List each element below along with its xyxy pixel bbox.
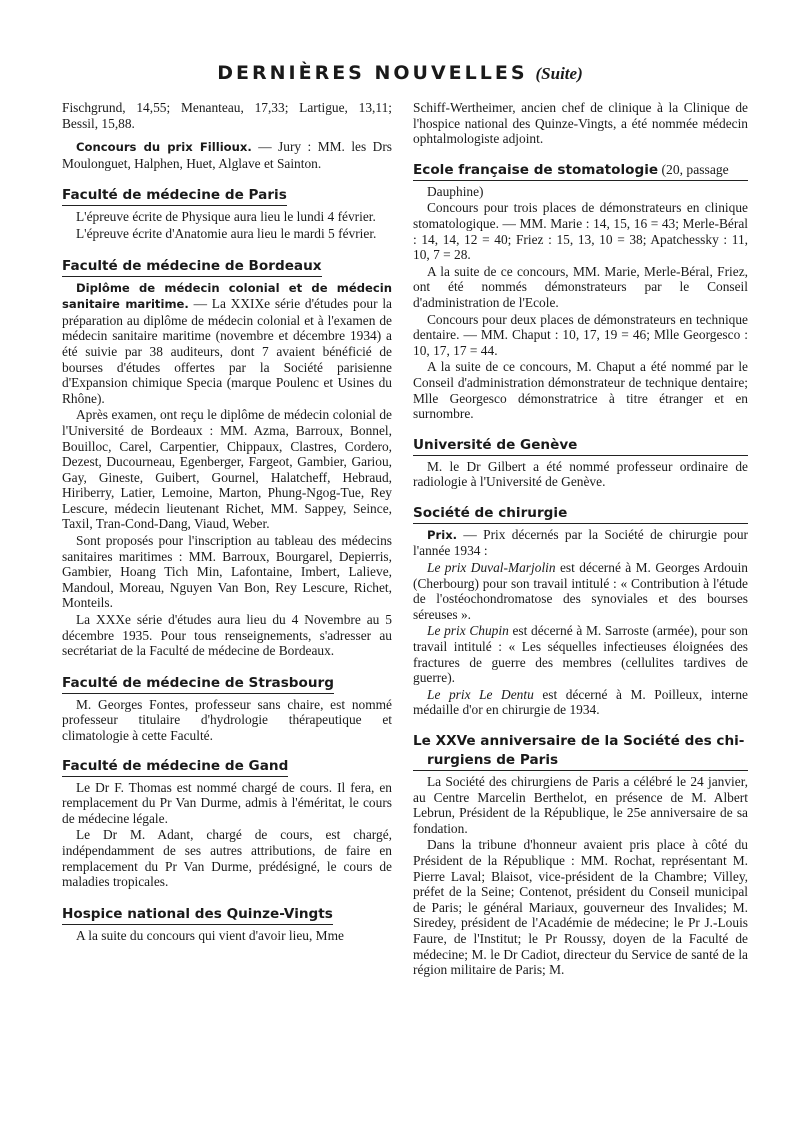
stomato-paragraph-1: Concours pour trois places de démonstrateurs en clinique stomatologique. — MM. Marie : 14, 15, 16 = 43; Merle-Béral : 14, 14, 12 = 40; Friez : 15, 13, 10 = 38; Apatchessky : 11, 10, 7 = 28. bbox=[413, 200, 748, 263]
bordeaux-paragraph-1 bbox=[62, 280, 392, 407]
heading-stomatologie-title: Ecole française de stomatologie bbox=[413, 161, 659, 178]
heading-chirurgie: Société de chirurgie bbox=[413, 504, 748, 524]
gand-paragraph-2: Le Dr M. Adant, chargé de cours, est chargé, indépendamment de ses autres attributions, de faire en remplacement du Pr Van Durme, prédésigné, le cours de maladies tropicales. bbox=[62, 827, 392, 890]
heading-paris: Faculté de médecine de Paris bbox=[62, 186, 287, 206]
chirurgie-text-1: — Prix décernés par la Société de chirurgie pour l'année 1934 : bbox=[413, 526, 748, 559]
stomato-paragraph-2: A la suite de ce concours, MM. Marie, Merle-Béral, Friez, ont été nommés démonstrateurs par le Conseil d'administration de l'Ecole. bbox=[413, 263, 748, 310]
fillioux-paragraph bbox=[62, 139, 392, 171]
left-column bbox=[62, 100, 392, 944]
page-title bbox=[0, 62, 800, 84]
heading-xxv-anniversaire bbox=[413, 732, 748, 771]
chirurgie-text-2: est décerné à M. Georges Ardouin (Cherbourg) pour son travail intitulé : « Contribution à l'étude de l'ostéochondromatose des synoviales et des bourses séreuses ». bbox=[413, 560, 748, 622]
heading-stomatologie-address: (20, passage bbox=[658, 161, 729, 177]
page-title-suite: (Suite) bbox=[535, 64, 583, 83]
heading-geneve: Université de Genève bbox=[413, 436, 748, 456]
chirurgie-paragraph-3 bbox=[413, 623, 748, 685]
bordeaux-paragraph-3: Sont proposés pour l'inscription au tableau des médecins sanitaires maritimes : MM. Barroux, Bourgarel, Depierris, Gambier, Hoang Tich Min, Lafontaine, Imbert, Lalieve, Mandoul, Moreau, Nguyen Van Bon, Rey Lescure, Richet, Monteils. bbox=[62, 533, 392, 611]
heading-strasbourg: Faculté de médecine de Strasbourg bbox=[62, 674, 334, 694]
heading-xxv-line-2: rurgiens de Paris bbox=[427, 752, 559, 768]
heading-bordeaux: Faculté de médecine de Bordeaux bbox=[62, 257, 322, 277]
quinze-vingts-paragraph: A la suite du concours qui vient d'avoir lieu, Mme bbox=[76, 927, 344, 943]
right-column bbox=[413, 100, 748, 979]
gand-paragraph-1: Le Dr F. Thomas est nommé chargé de cours. Il fera, en remplacement du Pr Van Durme, admis à l'éméritat, le cours de médecine légale. bbox=[62, 779, 392, 826]
heading-gand: Faculté de médecine de Gand bbox=[62, 757, 288, 777]
chirurgie-paragraph-2 bbox=[413, 560, 748, 622]
chirurgie-text-4: est décerné à M. Poilleux, interne médaille d'or en chirurgie de 1934. bbox=[413, 686, 748, 718]
fillioux-text: — Jury : MM. les Drs Moulonguet, Halphen, Huet, Alglave et Sainton. bbox=[62, 139, 392, 171]
chirurgie-paragraph-4 bbox=[413, 687, 748, 718]
strasbourg-paragraph: M. Georges Fontes, professeur sans chaire, est nommé professeur titulaire d'hydrologie thérapeutique et climatologie à cette Faculté. bbox=[62, 696, 392, 743]
prix-chupin: Le prix Chupin bbox=[427, 623, 509, 639]
bordeaux-paragraph-2: Après examen, ont reçu le diplôme de médecin colonial de l'Université de Bordeaux : MM. Azma, Barroux, Bonnel, Bouilloc, Carel, Carpentier, Chippaux, Clastres, Cordero, Dezest, Ducourneau, Egenberger, Fargeot, Gambier, Gariou, Gay, Gineste, Guibert, Gournel, Halatcheff, Hebraud, Hiriberry, Latier, Lemoine, Marton, Phung-Ngog-Tue, Rey Lescure, médecin lieutenant Richet, MM. Sappey, Seince, Taxil, Tran-Cond-Dang, Viaud, Weber. bbox=[62, 407, 392, 532]
intro-paragraph: Fischgrund, 14,55; Menanteau, 17,33; Lartigue, 13,11; Bessil, 15,88. bbox=[62, 100, 392, 131]
heading-xxv-line-1: Le XXVe anniversaire de la Société des chi- bbox=[413, 733, 745, 749]
page-title-text: DERNIÈRES NOUVELLES bbox=[217, 62, 528, 84]
chirurgie-paragraph-1 bbox=[413, 527, 748, 559]
xxv-paragraph-1: La Société des chirurgiens de Paris a célébré le 24 janvier, au Centre Marcelin Berthelot, en présence de M. Albert Lebrun, Président de la République, le 25e anniversaire de sa fondation. bbox=[413, 774, 748, 836]
bordeaux-lead: Diplôme de médecin colonial et de médecin sanitaire maritime. bbox=[62, 280, 392, 312]
stomato-place: Dauphine) bbox=[427, 183, 484, 199]
heading-quinze-vingts: Hospice national des Quinze-Vingts bbox=[62, 905, 333, 925]
paris-paragraph-2: L'épreuve écrite d'Anatomie aura lieu le mardi 5 février. bbox=[76, 225, 377, 241]
prix-duval-marjolin: Le prix Duval-Marjolin bbox=[427, 560, 556, 576]
quinze-vingts-continuation: Schiff-Wertheimer, ancien chef de clinique à la Clinique de l'hospice national des Quinze-Vingts, a été nommée médecin ophtalmologiste adjoint. bbox=[413, 100, 748, 147]
bordeaux-text-1: — La XXIXe série d'études pour la préparation au diplôme de médecin colonial et à l'examen de médecin sanitaire maritime (novembre et décembre 1934) a été suivie par 38 auditeurs, dont 7 avaient bénéficié de bourses d'études offertes par la Société parisienne d'Expansion chimique Specia (marque Poulenc et Usines du Rhône). bbox=[62, 296, 392, 406]
chirurgie-lead: Prix. bbox=[427, 527, 458, 542]
heading-stomatologie bbox=[413, 161, 748, 181]
geneve-paragraph: M. le Dr Gilbert a été nommé professeur ordinaire de radiologie à l'Université de Genève. bbox=[413, 458, 748, 490]
fillioux-lead: Concours du prix Fillioux. bbox=[76, 140, 252, 155]
paris-paragraph-1: L'épreuve écrite de Physique aura lieu le lundi 4 février. bbox=[76, 209, 376, 225]
xxv-paragraph-2: Dans la tribune d'honneur avaient pris place à côté du Président de la République : MM. Rochat, représentant M. Pierre Laval; Blaisot, vice-président de la Chambre; Villey, préfet de la Seine; Contenot, président du Conseil municipal de Paris; le général Mariaux, gouverneur des Invalides; M. Siredey, président de l'Académie de médecine; le Pr J.-Louis Faure, de l'Institut; le Pr Roussy, doyen de la Faculté de médecine; M. le Dr Cadiot, directeur du Service de santé de la région militaire de Paris; M. bbox=[413, 837, 748, 978]
stomato-paragraph-3: Concours pour deux places de démonstrateurs en technique dentaire. — MM. Chaput : 10, 17, 19 = 46; Mlle Georgesco : 10, 17, 17 = 44. bbox=[413, 311, 748, 358]
stomato-paragraph-4: A la suite de ce concours, M. Chaput a été nommé par le Conseil d'administration démonstrateur de technique dentaire; Mlle Georgesco démonstratrice à titre étranger et en surnombre. bbox=[413, 359, 748, 422]
chirurgie-text-3: est décerné à M. Sarroste (armée), pour son travail intitulé : « Les séquelles infectieuses éloignées des fractures de guerre des membres (cellulites tardives de guerre). bbox=[413, 623, 748, 686]
prix-le-dentu: Le prix Le Dentu bbox=[427, 686, 534, 702]
bordeaux-paragraph-4: La XXXe série d'études aura lieu du 4 Novembre au 5 décembre 1935. Pour tous renseignements, s'adresser au secrétariat de la Faculté de médecine de Bordeaux. bbox=[62, 612, 392, 659]
